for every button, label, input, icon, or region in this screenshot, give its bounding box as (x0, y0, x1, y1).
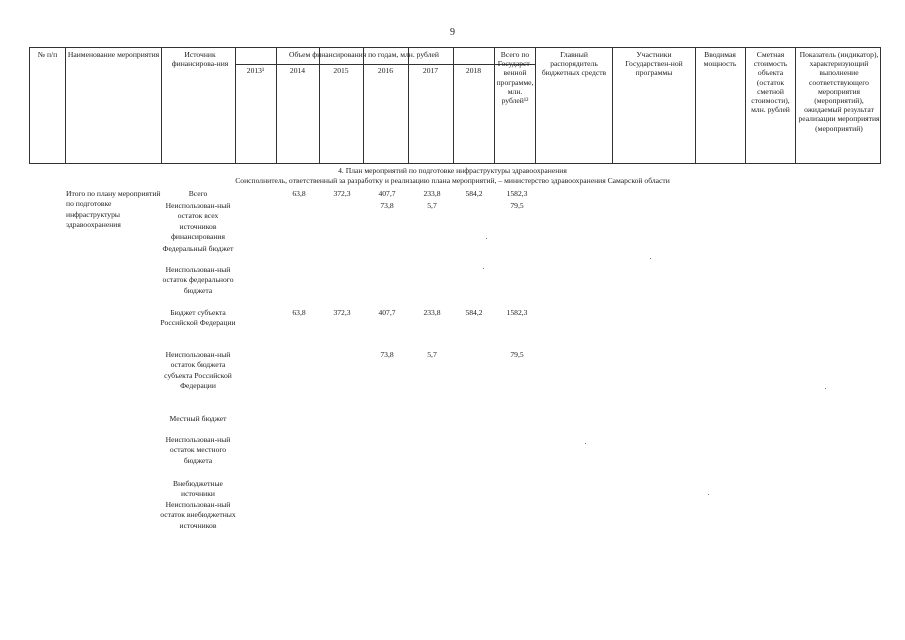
value-cell: 372,3 (333, 308, 351, 317)
row-label: Итого по плану мероприятий по подготовке инфраструктуры здравоохранения (66, 189, 161, 230)
section-title: 4. План мероприятий по подготовке инфраструктуры здравоохранения (338, 166, 567, 175)
source-label: Бюджет субъекта Российской Федерации (160, 308, 236, 328)
scan-speck (483, 268, 484, 269)
header-year-2014: 2014 (289, 66, 306, 75)
header-name: Наименование мероприятия (67, 50, 160, 59)
header-capacity: Вводимая мощность (703, 50, 737, 69)
value-cell: 73,8 (380, 201, 394, 210)
source-label: Неиспользован-ный остаток внебюджетных источников (160, 500, 236, 530)
value-cell: 233,8 (423, 189, 441, 198)
value-cell: 79,5 (510, 201, 524, 210)
scan-speck (825, 388, 826, 389)
header-financing: Объем финансирования по годам, млн. рублей (289, 50, 439, 59)
header-estimate: Сметная стоимость объекта (остаток сметной стоимости), млн. рублей (751, 50, 790, 115)
header-source: Источник финансирова-ния (171, 50, 229, 69)
header-indicator: Показатель (индикатор), характеризующий выполнение соответствующего мероприятия (мероприятий), ожидаемый результат реализации мероприятия (мероприятий) (798, 50, 880, 133)
scan-speck (585, 443, 586, 444)
value-cell: 5,7 (427, 350, 437, 359)
scan-speck (486, 238, 487, 239)
value-cell: 407,7 (378, 189, 396, 198)
value-cell: 1582,3 (506, 189, 528, 198)
header-participants: Участники Государствен-ной программы (625, 50, 683, 78)
source-label: Всего (188, 189, 208, 198)
source-label: Неиспользован-ный остаток местного бюджета (165, 435, 231, 465)
value-cell: 73,8 (380, 350, 394, 359)
header-year-2013: 2013¹ (246, 66, 265, 75)
source-label: Местный бюджет (169, 414, 227, 423)
value-cell: 79,5 (510, 350, 524, 359)
value-cell: 372,3 (333, 189, 351, 198)
value-cell: 63,8 (292, 189, 306, 198)
source-label: Неиспользован-ный остаток всех источников финансирования (165, 201, 231, 242)
value-cell: 5,7 (427, 201, 437, 210)
section-executor: Соисполнитель, ответственный за разработку и реализацию плана мероприятий, – министерство здравоохранения Самарской области (235, 176, 670, 185)
header-manager: Главный распорядитель бюджетных средств (541, 50, 607, 78)
header-num: № п/п (37, 50, 58, 59)
header-year-2015: 2015 (333, 66, 349, 75)
source-label: Федеральный бюджет (162, 244, 234, 253)
header-year-2017: 2017 (422, 66, 439, 75)
value-cell: 584,2 (465, 308, 483, 317)
page-number: 9 (450, 27, 455, 38)
header-year-2016: 2016 (377, 66, 394, 75)
value-cell: 1582,3 (506, 308, 528, 317)
value-cell: 584,2 (465, 189, 483, 198)
value-cell: 407,7 (378, 308, 396, 317)
header-year-2018: 2018 (465, 66, 482, 75)
header-total: Всего по Государст-венной программе, млн. рублей¹² (496, 50, 534, 106)
source-label: Неиспользован-ный остаток федерального бюджета (162, 265, 234, 295)
source-label: Неиспользован-ный остаток бюджета субъекта Российской Федерации (164, 350, 232, 391)
table-header (29, 47, 881, 164)
scan-speck (650, 258, 651, 259)
scan-speck (708, 494, 709, 495)
value-cell: 233,8 (423, 308, 441, 317)
value-cell: 63,8 (292, 308, 306, 317)
source-label: Внебюджетные источники (173, 479, 223, 499)
